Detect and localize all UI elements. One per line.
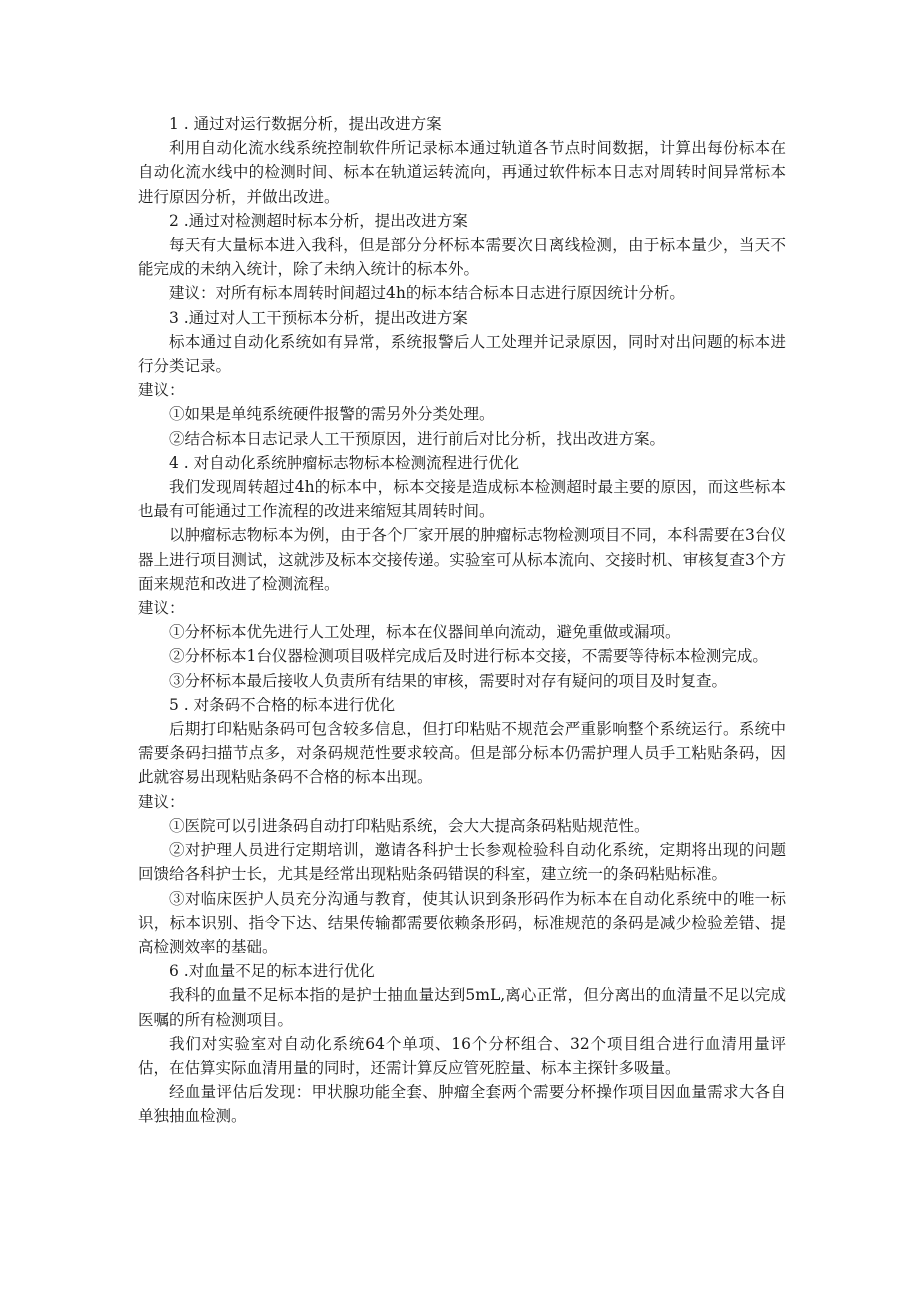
suggestion-item: ①如果是单纯系统硬件报警的需另外分类处理。 (169, 405, 495, 424)
paragraph: 我们发现周转超过4h的标本中，标本交接是造成标本检测超时最主要的原因，而这些标本也最有可能通过工作流程的改进来缩短其周转时间。 (138, 478, 786, 521)
suggestion: 建议：对所有标本周转时间超过4h的标本结合标本日志进行原因统计分析。 (169, 284, 685, 303)
suggestion-item: ②结合标本日志记录人工干预原因，进行前后对比分析，找出改进方案。 (169, 429, 666, 448)
suggestion-item: ②对护理人员进行定期培训，邀请各科护士长参观检验科自动化系统，定期将出现的问题回馈给各科护士长，尤其是经常出现粘贴条码错误的科室，建立统一的条码粘贴标准。 (138, 841, 786, 884)
suggestion-item: ①医院可以引进条码自动打印粘贴系统，会大大提高条码粘贴规范性。 (169, 816, 650, 835)
paragraph: 我们对实验室对自动化系统64个单项、16个分杯组合、32个项目组合进行血清用量评估，在估算实际血清用量的同时，还需计算反应管死腔量、标本主探针多吸量。 (138, 1034, 786, 1077)
paragraph: 以肿瘤标志物标本为例，由于各个厂家开展的肿瘤标志物检测项目不同，本科需要在3台仪器上进行项目测试，这就涉及标本交接传递。实验室可从标本流向、交接时机、审核复查3个方面来规范和改进了检测流程。 (138, 526, 786, 593)
suggestion-item: ③分杯标本最后接收人负责所有结果的审核，需要时对存有疑问的项目及时复查。 (169, 671, 728, 690)
section-heading-2: 2 .通过对检测超时标本分析，提出改进方案 (169, 211, 468, 230)
suggestion-item: ③对临床医护人员充分沟通与教育，使其认识到条形码作为标本在自动化系统中的唯一标识，标本识别、指令下达、结果传输都需要依赖条形码，标准规范的条码是减少检验差错、提高检测效率的基础。 (138, 889, 786, 956)
document-body (138, 112, 786, 1129)
section-heading-1: 1 . 通过对运行数据分析，提出改进方案 (169, 115, 442, 133)
paragraph: 每天有大量标本进入我科，但是部分分杯标本需要次日离线检测，由于标本量少，当天不能完成的未纳入统计，除了未纳入统计的标本外。 (138, 236, 786, 279)
suggestion-label: 建议： (138, 381, 185, 400)
suggestion-label: 建议： (138, 792, 185, 811)
paragraph: 经血量评估后发现：甲状腺功能全套、肿瘤全套两个需要分杯操作项目因血量需求大各自单独抽血检测。 (138, 1083, 786, 1126)
paragraph: 后期打印粘贴条码可包含较多信息，但打印粘贴不规范会严重影响整个系统运行。系统中需要条码扫描节点多，对条码规范性要求较高。但是部分标本仍需护理人员手工粘贴条码，因此就容易出现粘贴条码不合格的标本出现。 (138, 720, 786, 787)
section-heading-4: 4 . 对自动化系统肿瘤标志物标本检测流程进行优化 (169, 453, 520, 472)
suggestion-item: ①分杯标本优先进行人工处理，标本在仪器间单向流动，避免重做或漏项。 (169, 623, 681, 642)
section-heading-6: 6 .对血量不足的标本进行优化 (169, 962, 375, 981)
paragraph: 我科的血量不足标本指的是护士抽血量达到5mL,离心正常，但分离出的血清量不足以完成医嘱的所有检测项目。 (138, 986, 786, 1029)
section-heading-3: 3 .通过对人工干预标本分析，提出改进方案 (169, 308, 468, 327)
section-heading-5: 5 . 对条码不合格的标本进行优化 (169, 695, 396, 714)
suggestion-item: ②分杯标本1台仪器检测项目吸样完成后及时进行标本交接，不需要等待标本检测完成。 (169, 647, 768, 666)
paragraph: 标本通过自动化系统如有异常，系统报警后人工处理并记录原因，同时对出问题的标本进行分类记录。 (138, 332, 786, 376)
paragraph: 利用自动化流水线系统控制软件所记录标本通过轨道各节点时间数据，计算出每份标本在自动化流水线中的检测时间、标本在轨道运转流向，再通过软件标本日志对周转时间异常标本进行原因分析，并做出改进。 (138, 139, 786, 206)
suggestion-label: 建议： (138, 599, 185, 618)
